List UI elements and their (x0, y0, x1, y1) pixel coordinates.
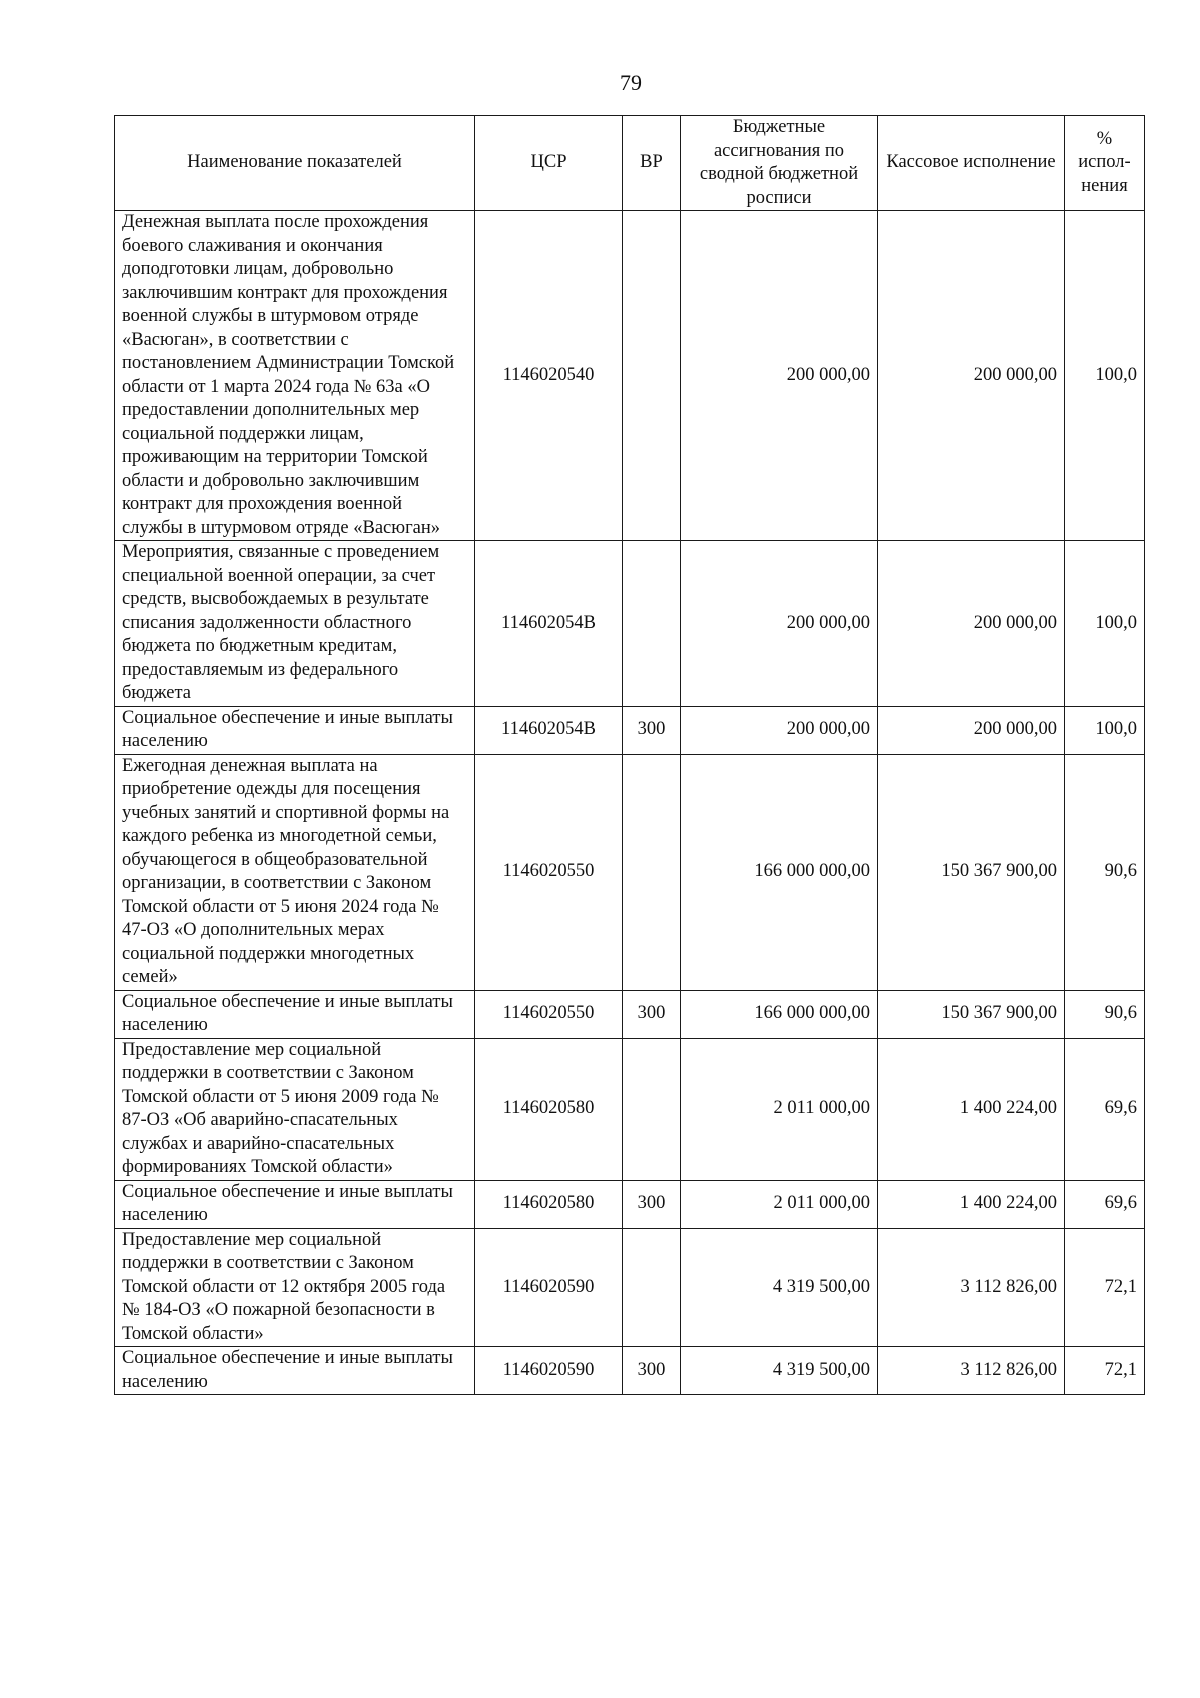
row-allocations: 2 011 000,00 (681, 1038, 878, 1180)
header-vr: ВР (623, 116, 681, 211)
row-percent: 100,0 (1065, 541, 1145, 707)
row-allocations: 200 000,00 (681, 211, 878, 541)
row-percent: 69,6 (1065, 1038, 1145, 1180)
row-execution: 200 000,00 (878, 211, 1065, 541)
row-vr (623, 754, 681, 990)
row-vr (623, 1228, 681, 1347)
row-vr (623, 211, 681, 541)
header-name: Наименование показателей (115, 116, 475, 211)
row-name: Социальное обеспечение и иные выплаты населению (115, 990, 475, 1038)
row-csr: 1146020590 (475, 1228, 623, 1347)
row-percent: 100,0 (1065, 706, 1145, 754)
table-row (115, 706, 1145, 754)
row-allocations: 4 319 500,00 (681, 1228, 878, 1347)
header-allocations: Бюджетные ассигнования по сводной бюджетной росписи (681, 116, 878, 211)
row-allocations: 200 000,00 (681, 706, 878, 754)
row-allocations: 2 011 000,00 (681, 1180, 878, 1228)
table-row (115, 990, 1145, 1038)
table-row (115, 1038, 1145, 1180)
row-csr: 1146020550 (475, 754, 623, 990)
table-row (115, 754, 1145, 990)
row-csr: 114602054B (475, 541, 623, 707)
row-execution: 200 000,00 (878, 541, 1065, 707)
row-name: Социальное обеспечение и иные выплаты населению (115, 1347, 475, 1395)
row-percent: 72,1 (1065, 1228, 1145, 1347)
row-execution: 1 400 224,00 (878, 1180, 1065, 1228)
row-allocations: 200 000,00 (681, 541, 878, 707)
row-execution: 1 400 224,00 (878, 1038, 1065, 1180)
row-csr: 114602054B (475, 706, 623, 754)
row-csr: 1146020580 (475, 1038, 623, 1180)
row-name: Ежегодная денежная выплата на приобретение одежды для посещения учебных занятий и спортивной формы на каждого ребенка из многодетной семьи, обучающегося в общеобразовательной организации, в соответствии с Законом Томской области от 5 июня 2024 года № 47-ОЗ «О дополнительных мерах социальной поддержки многодетных семей» (115, 754, 475, 990)
table-header-row (115, 116, 1145, 211)
row-allocations: 166 000 000,00 (681, 990, 878, 1038)
row-name: Социальное обеспечение и иные выплаты населению (115, 1180, 475, 1228)
row-name: Денежная выплата после прохождения боевого слаживания и окончания доподготовки лицам, добровольно заключившим контракт для прохождения военной службы в штурмовом отряде «Васюган», в соответствии с постановлением Администрации Томской области от 1 марта 2024 года № 63а «О предоставлении дополнительных мер социальной поддержки лицам, проживающим на территории Томской области и добровольно заключившим контракт для прохождения военной службы в штурмовом отряде «Васюган» (115, 211, 475, 541)
row-csr: 1146020590 (475, 1347, 623, 1395)
row-name: Мероприятия, связанные с проведением специальной военной операции, за счет средств, высвобождаемых в результате списания задолженности областного бюджета по бюджетным кредитам, предоставляемым из федерального бюджета (115, 541, 475, 707)
row-vr: 300 (623, 1180, 681, 1228)
row-percent: 100,0 (1065, 211, 1145, 541)
table-row (115, 1347, 1145, 1395)
page-number: 79 (620, 70, 642, 95)
row-name: Предоставление мер социальной поддержки в соответствии с Законом Томской области от 12 октября 2005 года № 184-ОЗ «О пожарной безопасности в Томской области» (115, 1228, 475, 1347)
row-name: Предоставление мер социальной поддержки в соответствии с Законом Томской области от 5 июня 2009 года № 87-ОЗ «Об аварийно-спасательных службах и аварийно-спасательных формированиях Томской области» (115, 1038, 475, 1180)
header-execution: Кассовое исполнение (878, 116, 1065, 211)
row-percent: 90,6 (1065, 990, 1145, 1038)
row-allocations: 4 319 500,00 (681, 1347, 878, 1395)
table-row (115, 1180, 1145, 1228)
table-row (115, 541, 1145, 707)
header-percent: % испол-нения (1065, 116, 1145, 211)
row-execution: 3 112 826,00 (878, 1347, 1065, 1395)
row-execution: 150 367 900,00 (878, 754, 1065, 990)
row-csr: 1146020550 (475, 990, 623, 1038)
row-vr (623, 541, 681, 707)
table-row (115, 211, 1145, 541)
row-allocations: 166 000 000,00 (681, 754, 878, 990)
row-percent: 69,6 (1065, 1180, 1145, 1228)
row-percent: 72,1 (1065, 1347, 1145, 1395)
table-row (115, 1228, 1145, 1347)
header-csr: ЦСР (475, 116, 623, 211)
row-vr: 300 (623, 990, 681, 1038)
row-percent: 90,6 (1065, 754, 1145, 990)
row-execution: 3 112 826,00 (878, 1228, 1065, 1347)
budget-execution-table (114, 115, 1145, 1395)
row-vr: 300 (623, 706, 681, 754)
row-execution: 150 367 900,00 (878, 990, 1065, 1038)
row-csr: 1146020540 (475, 211, 623, 541)
row-vr (623, 1038, 681, 1180)
row-vr: 300 (623, 1347, 681, 1395)
row-name: Социальное обеспечение и иные выплаты населению (115, 706, 475, 754)
row-execution: 200 000,00 (878, 706, 1065, 754)
row-csr: 1146020580 (475, 1180, 623, 1228)
